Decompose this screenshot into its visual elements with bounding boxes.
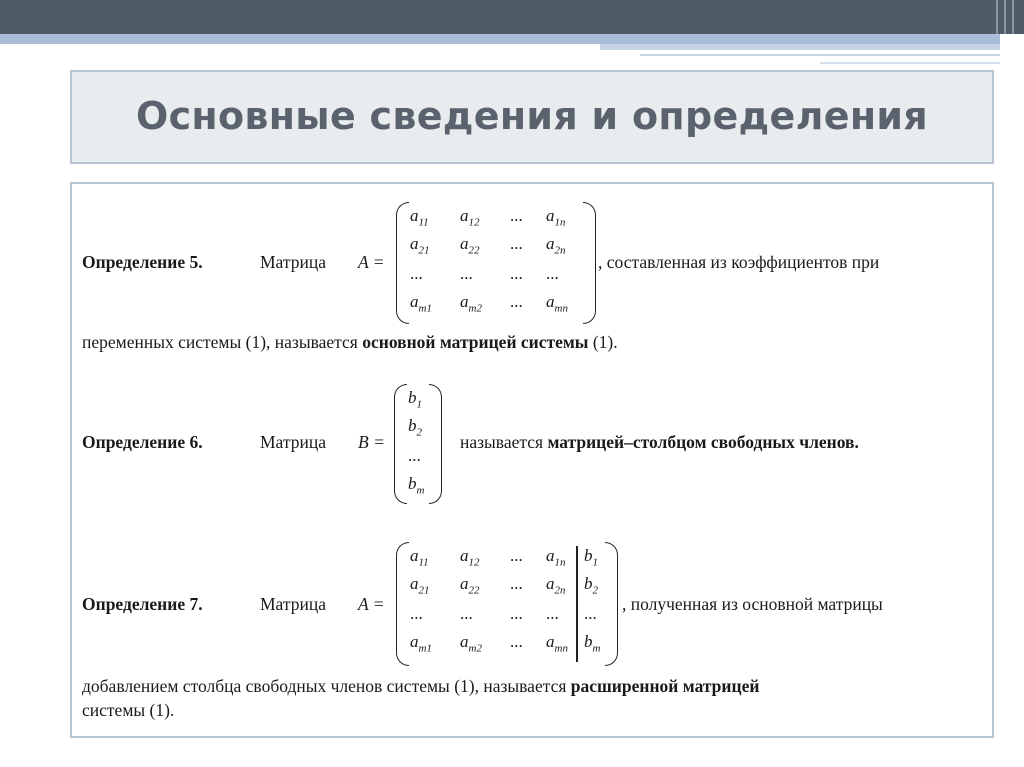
matrix-cell: $a_{2n}$ bbox=[546, 234, 566, 257]
title-box bbox=[70, 70, 994, 164]
slide-title: Основные сведения и определения bbox=[135, 94, 928, 138]
matrix-cell: $a_{22}$ bbox=[460, 234, 480, 257]
matrix-a bbox=[396, 202, 596, 324]
matrix-cell: $b_2$ bbox=[584, 574, 598, 597]
content-box bbox=[70, 182, 994, 738]
def7-label: Определение 7. bbox=[82, 594, 203, 614]
top-blue-bar bbox=[0, 34, 1000, 44]
def7-after: , полученная из основной матрицы bbox=[622, 594, 883, 614]
matrix-cell: ... bbox=[410, 264, 423, 283]
decor-stripe bbox=[1004, 0, 1006, 34]
def5-label: Определение 5. bbox=[82, 252, 203, 272]
def5-line2: переменных системы (1), называется основной матрицей системы (1). bbox=[82, 332, 618, 352]
matrix-left-paren bbox=[394, 384, 407, 504]
def6-word: Матрица bbox=[260, 432, 326, 452]
matrix-cell: ... bbox=[510, 264, 523, 283]
matrix-left-paren bbox=[396, 542, 409, 666]
matrix-cell: ... bbox=[584, 604, 597, 623]
matrix-cell: $a_{mn}$ bbox=[546, 632, 568, 655]
matrix-cell: ... bbox=[510, 292, 523, 311]
matrix-cell: $a_{m1}$ bbox=[410, 632, 432, 655]
matrix-cell: $b_m$ bbox=[584, 632, 601, 655]
def6-symbol: B = bbox=[358, 432, 385, 452]
matrix-cell: ... bbox=[510, 234, 523, 253]
matrix-cell: $a_{11}$ bbox=[410, 546, 429, 569]
matrix-cell: $b_m$ bbox=[408, 474, 425, 497]
def5-symbol: A = bbox=[358, 252, 385, 272]
top-dark-bar bbox=[0, 0, 1024, 34]
matrix-cell: $a_{m2}$ bbox=[460, 632, 482, 655]
matrix-cell: ... bbox=[510, 632, 523, 651]
matrix-right-paren bbox=[583, 202, 596, 324]
matrix-cell: $a_{mn}$ bbox=[546, 292, 568, 315]
matrix-cell: ... bbox=[510, 604, 523, 623]
matrix-cell: ... bbox=[410, 604, 423, 623]
def5-word: Матрица bbox=[260, 252, 326, 272]
matrix-cell: $a_{12}$ bbox=[460, 206, 480, 229]
matrix-cell: $a_{m2}$ bbox=[460, 292, 482, 315]
def7-line3: системы (1). bbox=[82, 700, 175, 720]
matrix-b bbox=[394, 384, 442, 504]
top-blue-bar-short bbox=[600, 44, 1000, 50]
decor-stripe bbox=[1012, 0, 1014, 34]
matrix-cell: ... bbox=[546, 604, 559, 623]
matrix-left-paren bbox=[396, 202, 409, 324]
matrix-cell: $b_1$ bbox=[584, 546, 598, 569]
def7-word: Матрица bbox=[260, 594, 326, 614]
matrix-cell: $a_{12}$ bbox=[460, 546, 480, 569]
matrix-cell: $a_{2n}$ bbox=[546, 574, 566, 597]
matrix-separator bbox=[576, 546, 578, 662]
matrix-cell: $a_{1n}$ bbox=[546, 546, 566, 569]
matrix-cell: ... bbox=[408, 446, 421, 465]
matrix-right-paren bbox=[429, 384, 442, 504]
matrix-extended bbox=[396, 542, 618, 666]
matrix-cell: ... bbox=[546, 264, 559, 283]
matrix-cell: ... bbox=[460, 264, 473, 283]
matrix-cell: $a_{1n}$ bbox=[546, 206, 566, 229]
matrix-cell: ... bbox=[510, 546, 523, 565]
matrix-cell: $b_1$ bbox=[408, 388, 422, 411]
def7-symbol: A = bbox=[358, 594, 385, 614]
matrix-cell: $a_{21}$ bbox=[410, 574, 430, 597]
matrix-cell: $a_{21}$ bbox=[410, 234, 430, 257]
matrix-cell: $a_{11}$ bbox=[410, 206, 429, 229]
matrix-cell: $b_2$ bbox=[408, 416, 422, 439]
matrix-right-paren bbox=[605, 542, 618, 666]
def6-after: называется матрицей–столбцом свободных членов. bbox=[460, 432, 859, 452]
def7-line2: добавлением столбца свободных членов системы (1), называется расширенной матрицей bbox=[82, 676, 760, 696]
decor-line bbox=[640, 54, 1000, 56]
matrix-cell: ... bbox=[510, 206, 523, 225]
matrix-cell: ... bbox=[460, 604, 473, 623]
matrix-cell: $a_{22}$ bbox=[460, 574, 480, 597]
def6-label: Определение 6. bbox=[82, 432, 203, 452]
matrix-cell: $a_{m1}$ bbox=[410, 292, 432, 315]
matrix-cell: ... bbox=[510, 574, 523, 593]
def5-after: , составленная из коэффициентов при bbox=[598, 252, 880, 272]
decor-line bbox=[820, 62, 1000, 64]
decor-stripe bbox=[996, 0, 998, 34]
